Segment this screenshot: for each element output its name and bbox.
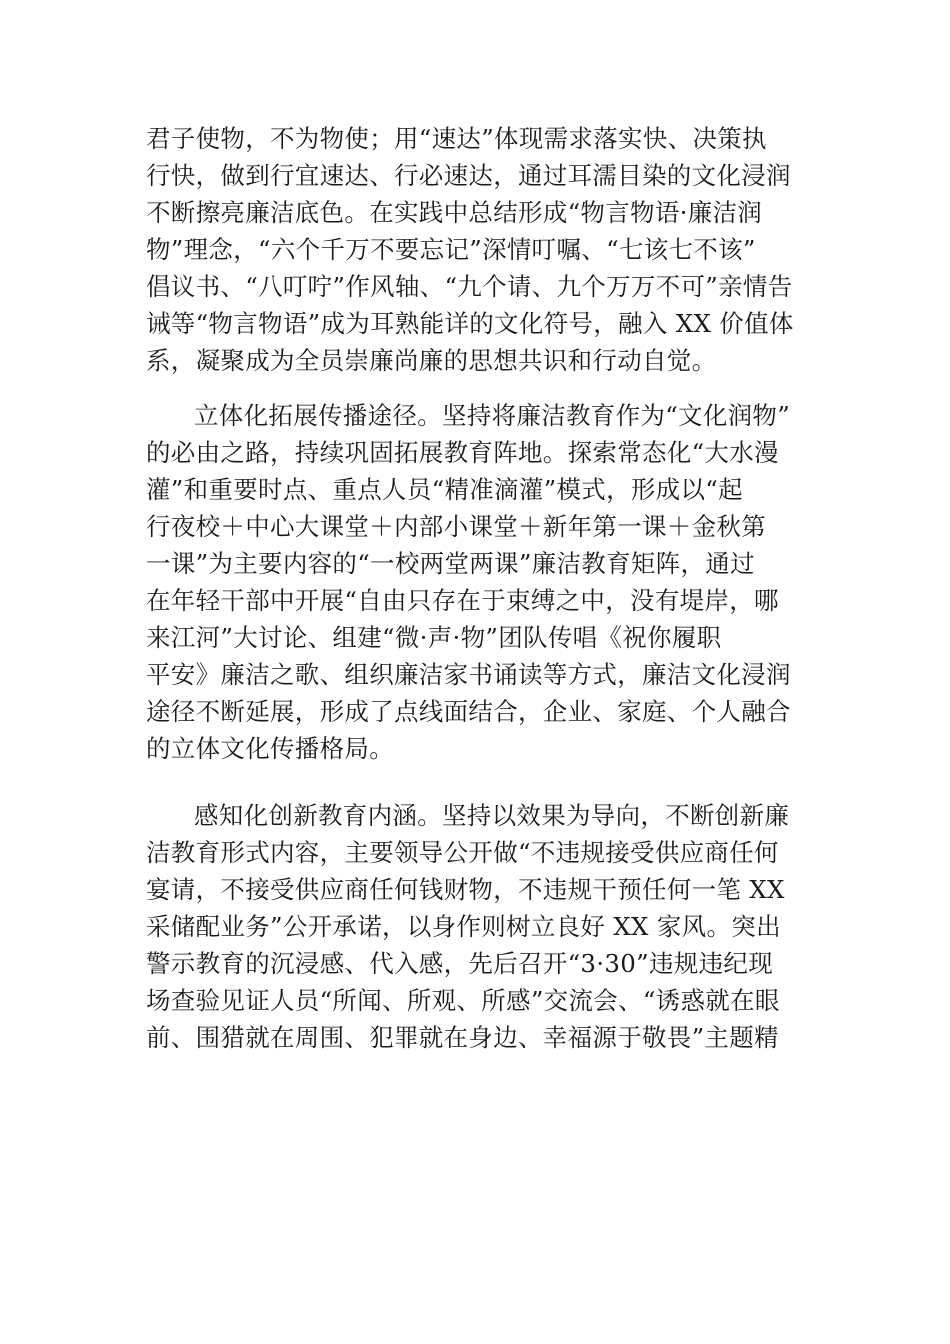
text-line: 倡议书、“八叮咛”作风轴、“九个请、九个万万不可”亲情告 xyxy=(146,272,793,301)
text-line: 前、围猎就在周围、犯罪就在身边、幸福源于敬畏”主题精 xyxy=(146,1023,779,1052)
text-line: 一课”为主要内容的“一校两堂两课”廉洁教育矩阵，通过 xyxy=(146,549,755,578)
text-line: 立体化拓展传播途径。坚持将廉洁教育作为“文化润物” xyxy=(194,401,791,430)
text-line: 物”理念，“六个千万不要忘记”深情叮嘱、“七该七不该” xyxy=(146,235,756,264)
text-line: 洁教育形式内容，主要领导公开做“不违规接受供应商任何 xyxy=(146,838,779,867)
text-line: 在年轻干部中开展“自由只存在于束缚之中，没有堤岸，哪 xyxy=(146,586,779,615)
text-line: 宴请，不接受供应商任何钱财物，不违规干预任何一笔 XX xyxy=(146,875,785,904)
paragraph-1 xyxy=(146,120,816,379)
text-line: 系，凝聚成为全员崇廉尚廉的思想共识和行动自觉。 xyxy=(146,346,717,375)
text-line: 的必由之路，持续巩固拓展教育阵地。探索常态化“大水漫 xyxy=(146,438,779,467)
text-line: 行快，做到行宜速达、行必速达，通过耳濡目染的文化浸润 xyxy=(146,161,791,190)
text-line: 警示教育的沉浸感、代入感，先后召开“3·30”违规违纪现 xyxy=(146,949,773,978)
text-line: 平安》廉洁之歌、组织廉洁家书诵读等方式，廉洁文化浸润 xyxy=(146,660,791,689)
text-line: 的立体文化传播格局。 xyxy=(146,734,394,763)
text-line: 来江河”大讨论、组建“微·声·物”团队传唱《祝你履职 xyxy=(146,623,722,652)
text-line: 君子使物，不为物使；用“速达”体现需求落实快、决策执 xyxy=(146,124,767,153)
text-line: 诫等“物言物语”成为耳熟能详的文化符号，融入 XX 价值体 xyxy=(146,309,794,338)
text-line: 不断擦亮廉洁底色。在实践中总结形成“物言物语·廉洁润 xyxy=(146,198,763,227)
text-line: 场查验见证人员“所闻、所观、所感”交流会、“诱惑就在眼 xyxy=(146,986,780,1015)
text-line: 感知化创新教育内涵。坚持以效果为导向，不断创新廉 xyxy=(194,801,790,830)
text-line: 采储配业务”公开承诺，以身作则树立良好 XX 家风。突出 xyxy=(146,912,781,941)
paragraph-2 xyxy=(146,397,816,804)
text-line: 行夜校＋中心大课堂＋内部小课堂＋新年第一课＋金秋第 xyxy=(146,512,766,541)
text-line: 灌”和重要时点、重点人员“精准滴灌”模式，形成以“起 xyxy=(146,475,743,504)
paragraph-3 xyxy=(146,797,816,1056)
text-line: 途径不断延展，形成了点线面结合，企业、家庭、个人融合 xyxy=(146,697,791,726)
